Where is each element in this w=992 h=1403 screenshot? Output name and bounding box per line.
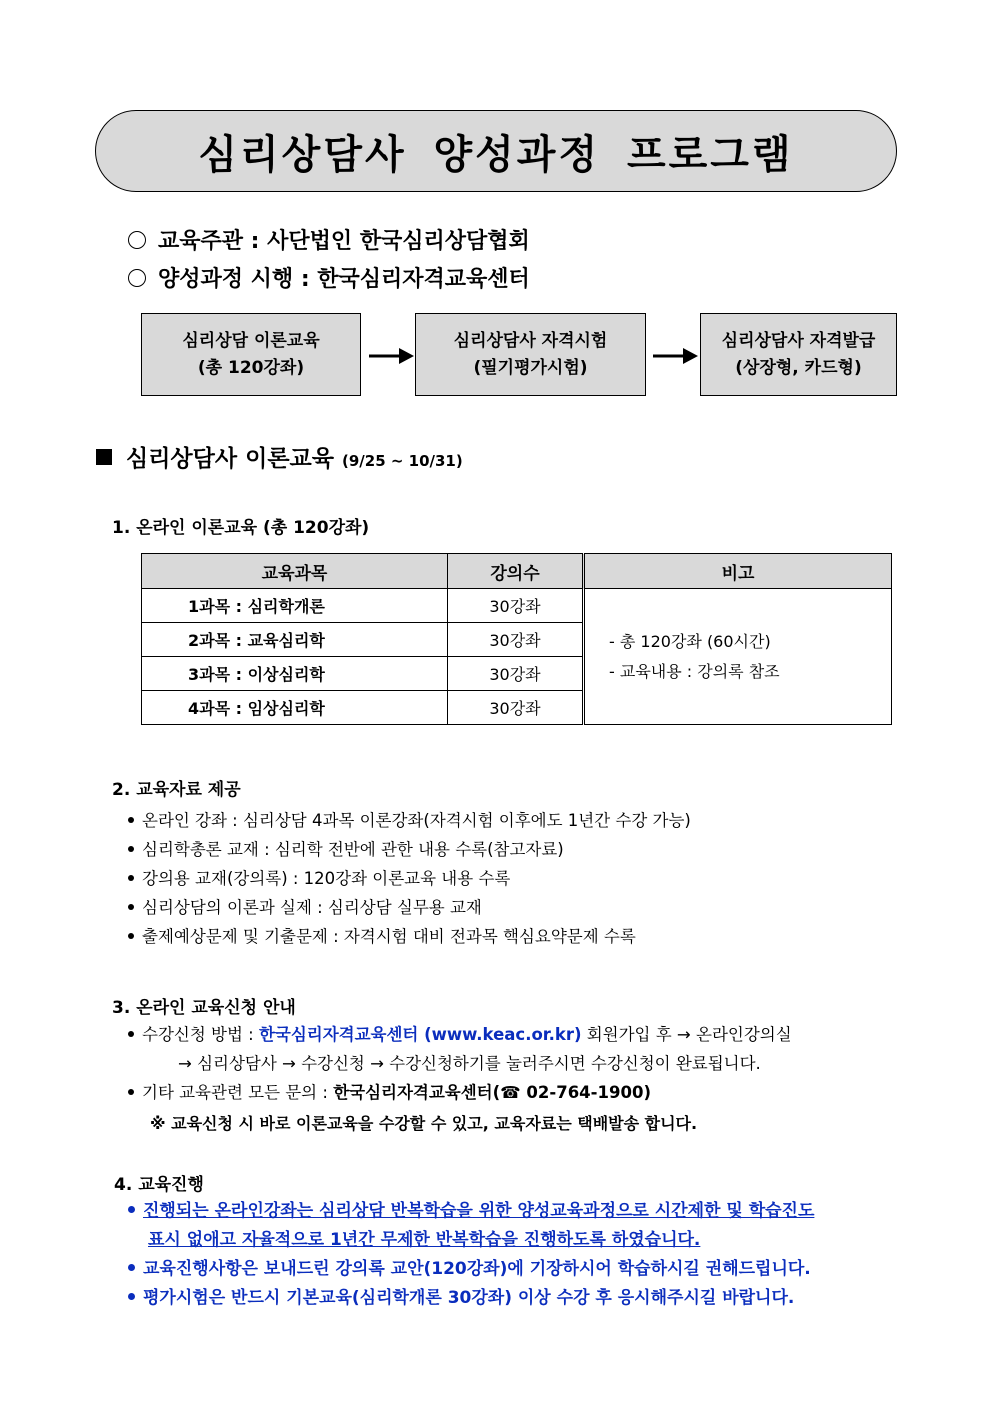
contact-value: 한국심리자격교육센터(☎ 02-764-1900): [333, 1083, 651, 1102]
list-item: 심리학총론 교재 : 심리학 전반에 관한 내용 수록(참고자료): [128, 835, 691, 864]
list-item: 진행되는 온라인강좌는 심리상담 반복학습을 위한 양성교육과정으로 시간제한 및 학습진도: [128, 1197, 814, 1226]
count-cell: 30강좌: [448, 589, 584, 623]
apply-method-line: 수강신청 방법 : 한국심리자격교육센터 (www.keac.or.kr) 회원가입 후 → 온라인강의실: [128, 1020, 792, 1049]
list-item: 강의용 교재(강의록) : 120강좌 이론교육 내용 수록: [128, 864, 691, 893]
subsection-1-heading: 1. 온라인 이론교육 (총 120강좌): [112, 518, 370, 538]
table-header-row: [142, 554, 892, 589]
bullet-icon: [128, 817, 134, 823]
subsection-4-heading: 4. 교육진행: [114, 1175, 204, 1195]
subsection-2-heading: 2. 교육자료 제공: [112, 780, 241, 800]
website-link[interactable]: 한국심리자격교육센터 (www.keac.or.kr): [258, 1025, 582, 1044]
subject-cell: 2과목 : 교육심리학: [142, 623, 448, 657]
bullet-icon: [128, 904, 134, 910]
contact-line: 기타 교육관련 모든 문의 : 한국심리자격교육센터(☎ 02-764-1900): [128, 1078, 792, 1107]
notice-text: ※ 교육신청 시 바로 이론교육을 수강할 수 있고, 교육자료는 택배발송 합니다.: [150, 1114, 698, 1133]
bullet-icon: [128, 1264, 135, 1271]
flow-step-certificate: 심리상담사 자격발급 (상장형, 카드형): [700, 313, 897, 396]
arrow-right-icon: [653, 347, 698, 365]
count-cell: 30강좌: [448, 657, 584, 691]
bullet-icon: [128, 875, 134, 881]
list-item: 온라인 강좌 : 심리상담 4과목 이론강좌(자격시험 이후에도 1년간 수강 가능): [128, 806, 691, 835]
count-cell: 30강좌: [448, 691, 584, 725]
list-item: 교육진행사항은 보내드린 강의록 교안(120강좌)에 기장하시어 학습하시길 권해드립니다.: [128, 1255, 814, 1284]
bullet-icon: [128, 1089, 134, 1095]
bullet-icon: [128, 1206, 135, 1213]
bullet-icon: [128, 1031, 134, 1037]
bullet-icon: [128, 933, 134, 939]
col-header-note: 비고: [584, 554, 892, 589]
circle-bullet-icon: [128, 231, 146, 249]
note-cell: - 총 120강좌 (60시간) - 교육내용 : 강의록 참조: [584, 589, 892, 725]
subsection-3-heading: 3. 온라인 교육신청 안내: [112, 998, 296, 1018]
flow-step-theory: 심리상담 이론교육 (총 120강좌): [141, 313, 361, 396]
arrow-right-icon: [369, 347, 414, 365]
materials-list: [128, 806, 691, 951]
subject-cell: 4과목 : 임상심리학: [142, 691, 448, 725]
circle-bullet-icon: [128, 269, 146, 287]
list-item: 평가시험은 반드시 기본교육(심리학개론 30강좌) 이상 수강 후 응시해주시길 바랍니다.: [128, 1284, 814, 1313]
flow-step-exam: 심리상담사 자격시험 (필기평가시험): [415, 313, 646, 396]
count-cell: 30강좌: [448, 623, 584, 657]
page-title: 심리상담사 양성과정 프로그램: [198, 131, 794, 178]
bullet-icon: [128, 846, 134, 852]
application-info: [128, 1020, 792, 1138]
course-table: [141, 553, 892, 725]
list-item: 출제예상문제 및 기출문제 : 자격시험 대비 전과목 핵심요약문제 수록: [128, 922, 691, 951]
bullet-icon: [128, 1293, 135, 1300]
section-heading: 심리상담사 이론교육 (9/25 ~ 10/31): [96, 440, 463, 473]
table-row: [142, 589, 892, 623]
subject-cell: 3과목 : 이상심리학: [142, 657, 448, 691]
apply-method-line2: → 심리상담사 → 수강신청 → 수강신청하기를 눌러주시면 수강신청이 완료됩니다.: [178, 1054, 761, 1073]
progress-notes: [128, 1197, 814, 1313]
exec-line: 양성과정 시행 : 한국심리자격교육센터: [128, 262, 530, 293]
list-item: 심리상담의 이론과 실제 : 심리상담 실무용 교재: [128, 893, 691, 922]
col-header-subject: 교육과목: [142, 554, 448, 589]
square-bullet-icon: [96, 449, 112, 465]
host-line: 교육주관 : 사단법인 한국심리상담협회: [128, 224, 530, 255]
title-banner: [95, 110, 897, 192]
subject-cell: 1과목 : 심리학개론: [142, 589, 448, 623]
list-item-continued: 표시 없애고 자율적으로 1년간 무제한 반복학습을 진행하도록 하였습니다.: [148, 1230, 701, 1250]
col-header-count: 강의수: [448, 554, 584, 589]
